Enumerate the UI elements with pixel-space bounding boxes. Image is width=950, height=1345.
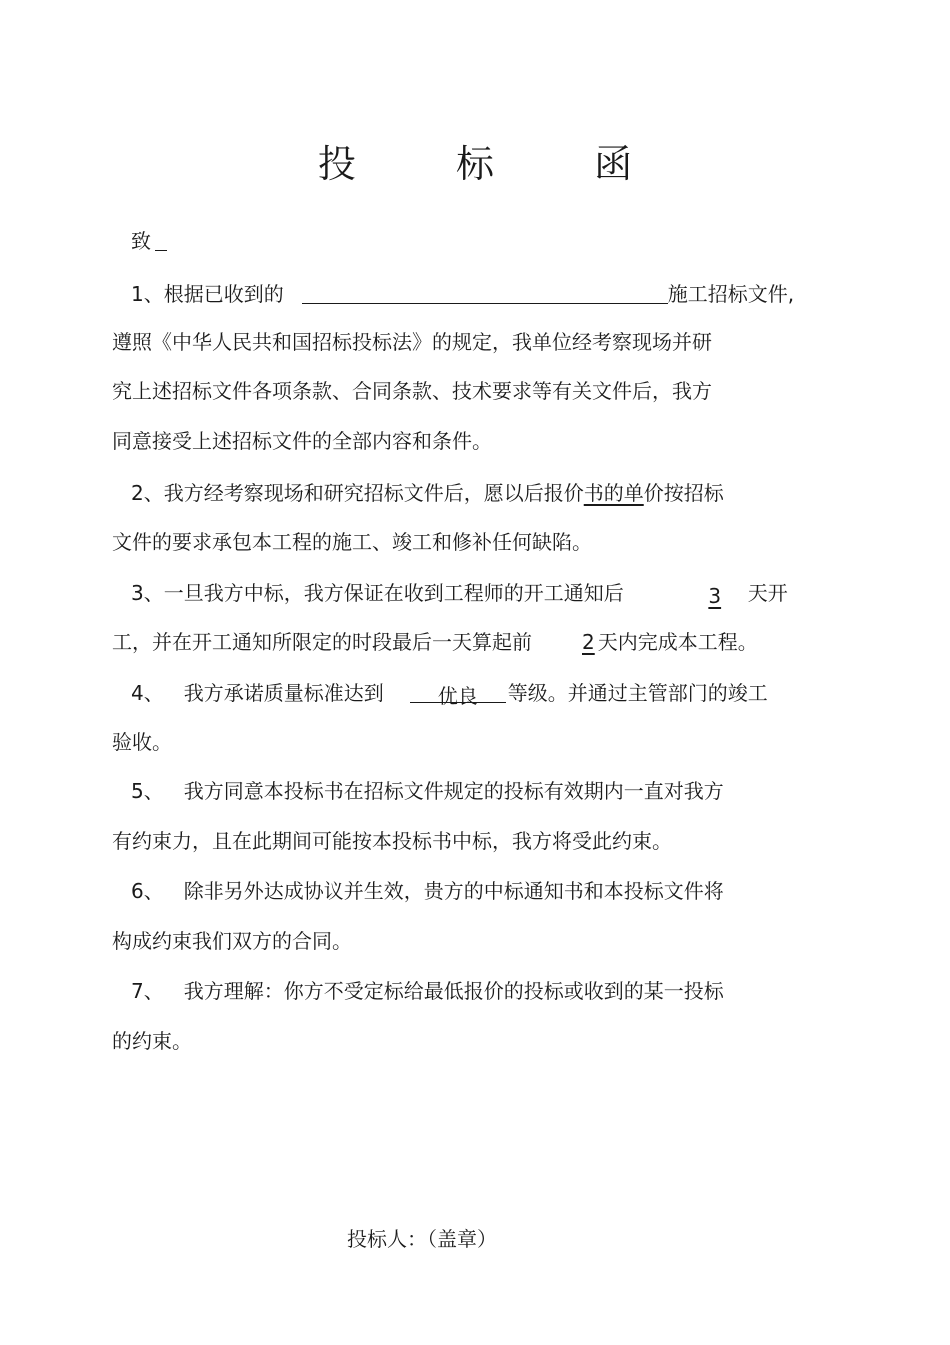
para-4-text-a: 我方承诺质量标准达到 [183, 681, 384, 705]
para-5-line-1 [131, 777, 724, 805]
para-7-line-1 [131, 977, 724, 1005]
para-4-text-b: 等级。并通过主管部门的竣工 [507, 681, 768, 705]
para-3-text-b: 天开 [747, 581, 788, 605]
para-3-text-a: 一旦我方中标，我方保证在收到工程师的开工通知后 [163, 581, 624, 605]
salutation [131, 227, 167, 255]
para-7-line-2: 的约束。 [112, 1029, 192, 1053]
para-4-line-2: 验收。 [112, 730, 172, 754]
para-2-underlined-text: 书的单 [583, 481, 644, 505]
para-5-number: 5、 [131, 779, 164, 803]
para-1-number: 1、 [131, 282, 164, 306]
salutation-label: 致 [131, 229, 151, 253]
project-name-blank [302, 283, 668, 304]
para-3-text-d: 天内完成本工程。 [597, 630, 758, 654]
para-3-text-c: 工，并在开工通知所限定的时段最后一天算起前 [112, 630, 532, 654]
quality-grade-field [410, 682, 506, 708]
quality-grade-value: 优良 [437, 684, 478, 708]
start-days-field [684, 582, 746, 608]
recipient-blank [155, 230, 167, 251]
para-2-text-b: 价按招标 [643, 481, 724, 505]
para-3-number: 3、 [131, 581, 164, 605]
para-2-number: 2、 [131, 481, 164, 505]
para-1-line-1 [131, 280, 794, 308]
para-4-line-1 [131, 679, 768, 707]
para-7-number: 7、 [131, 979, 164, 1003]
finish-days-value: 2 [582, 630, 595, 654]
para-2-text-a: 我方经考察现场和研究招标文件后，愿以后报价 [163, 481, 584, 505]
para-1-text-a: 根据已收到的 [163, 282, 284, 306]
para-5-line-2: 有约束力，且在此期间可能按本投标书中标，我方将受此约束。 [112, 829, 672, 853]
para-3-line-2 [112, 628, 758, 656]
para-6-number: 6、 [131, 879, 164, 903]
start-days-value: 3 [708, 584, 722, 608]
bidder-signature-label: 投标人：（盖章） [347, 1227, 497, 1251]
para-1-line-2: 遵照《中华人民共和国招标投标法》的规定，我单位经考察现场并研 [112, 330, 712, 354]
para-5-text-a: 我方同意本投标书在招标文件规定的投标有效期内一直对我方 [183, 779, 724, 803]
document-title: 投 标 函 [317, 142, 677, 186]
para-2-line-1 [131, 479, 724, 507]
para-2-line-2: 文件的要求承包本工程的施工、竣工和修补任何缺陷。 [112, 530, 592, 554]
para-3-line-1 [131, 579, 788, 607]
para-6-line-2: 构成约束我们双方的合同。 [112, 929, 352, 953]
para-1-line-3: 究上述招标文件各项条款、合同条款、技术要求等有关文件后，我方 [112, 379, 712, 403]
para-7-text-a: 我方理解：你方不受定标给最低报价的投标或收到的某一投标 [183, 979, 724, 1003]
para-6-text-a: 除非另外达成协议并生效，贵方的中标通知书和本投标文件将 [183, 879, 724, 903]
para-1-text-b: 施工招标文件, [667, 282, 795, 306]
para-4-number: 4、 [131, 681, 164, 705]
para-6-line-1 [131, 877, 724, 905]
para-1-line-4: 同意接受上述招标文件的全部内容和条件。 [112, 429, 492, 453]
